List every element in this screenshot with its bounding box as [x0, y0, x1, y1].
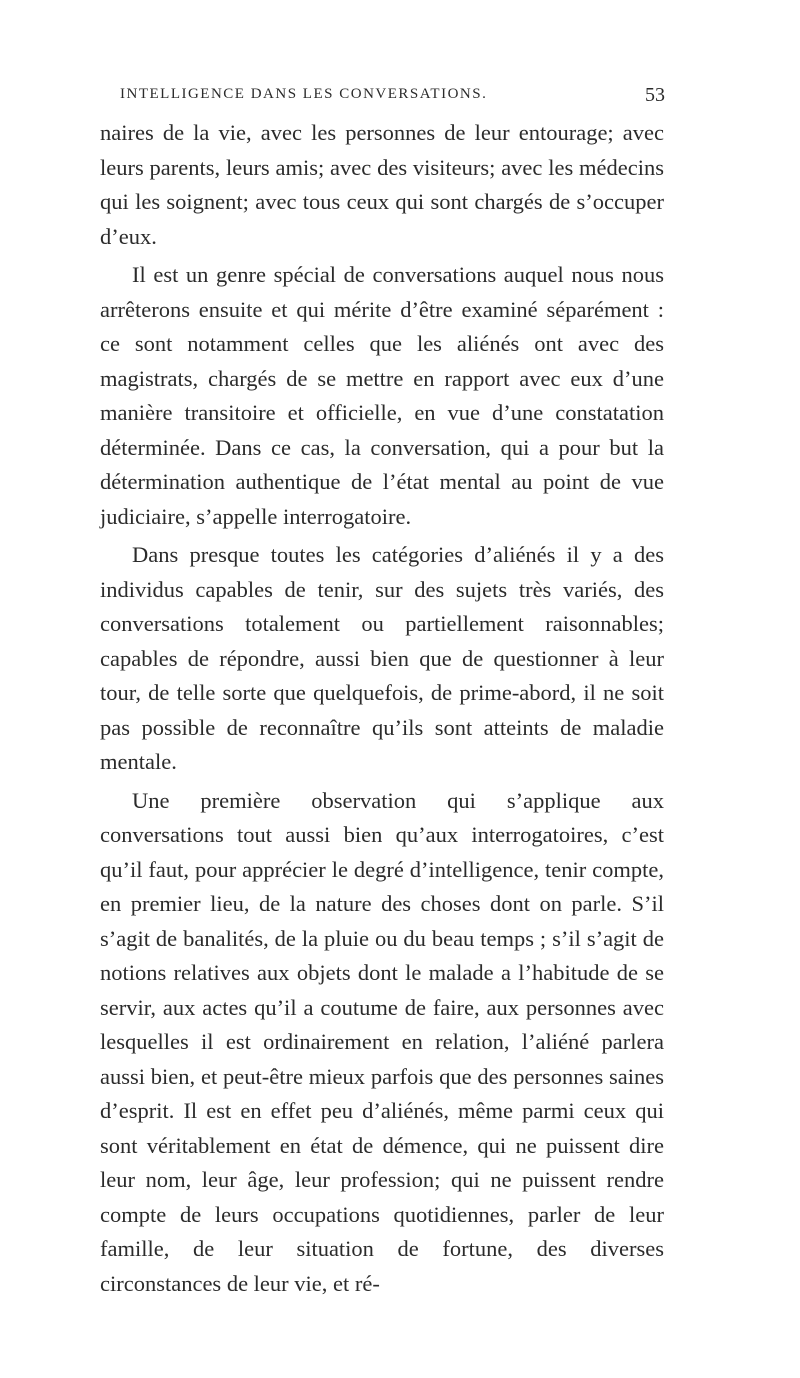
running-title: INTELLIGENCE DANS LES CONVERSATIONS. — [120, 86, 488, 102]
paragraph: Il est un genre spécial de conversations auquel nous nous arrêterons ensuite et qui mérite d’être examiné séparément : ce sont notamment celles que les aliénés ont avec des magistrats, chargés de se mettre en rapport avec eux d’une manière transitoire et officielle, en vue d’une constatation déterminée. Dans ce cas, la conversation, qui a pour but la détermination authentique de l’état mental au point de vue judiciaire, s’appelle interrogatoire. — [100, 262, 664, 529]
paragraph: Une première observation qui s’applique aux conversations tout aussi bien qu’aux interrogatoires, c’est qu’il faut, pour apprécier le degré d’intelligence, tenir compte, en premier lieu, de la nature des choses dont on parle. S’il s’agit de banalités, de la pluie ou du beau temps ; s’il s’agit de notions relatives aux objets dont le malade a l’habitude de se servir, aux actes qu’il a coutume de faire, aux personnes avec lesquelles il est ordinairement en relation, l’aliéné parlera aussi bien, et peut-être mieux parfois que des personnes saines d’esprit. Il est en effet peu d’aliénés, même parmi ceux qui sont véritablement en état de démence, qui ne puissent dire leur nom, leur âge, leur profession; qui ne puissent rendre compte de leurs occupations quotidiennes, parler de leur famille, de leur situation de fortune, des diverses circonstances de leur vie, et ré- — [100, 787, 664, 1296]
paragraph: Dans presque toutes les catégories d’aliénés il y a des individus capables de tenir, sur des sujets très variés, des conversations totalement ou partiellement raisonnables; capables de répondre, aussi bien que de questionner à leur tour, de telle sorte que quelquefois, de prime-abord, il ne soit pas possible de reconnaître qu’ils sont atteints de maladie mentale. — [100, 542, 664, 774]
body-text — [100, 116, 664, 1301]
page-number: 53 — [645, 84, 665, 106]
running-head — [120, 86, 665, 110]
paragraph-continued: naires de la vie, avec les personnes de leur entourage; avec leurs parents, leurs amis; avec des visiteurs; avec les médecins qui les soignent; avec tous ceux qui sont chargés de s’occuper d’eux. — [100, 120, 664, 249]
